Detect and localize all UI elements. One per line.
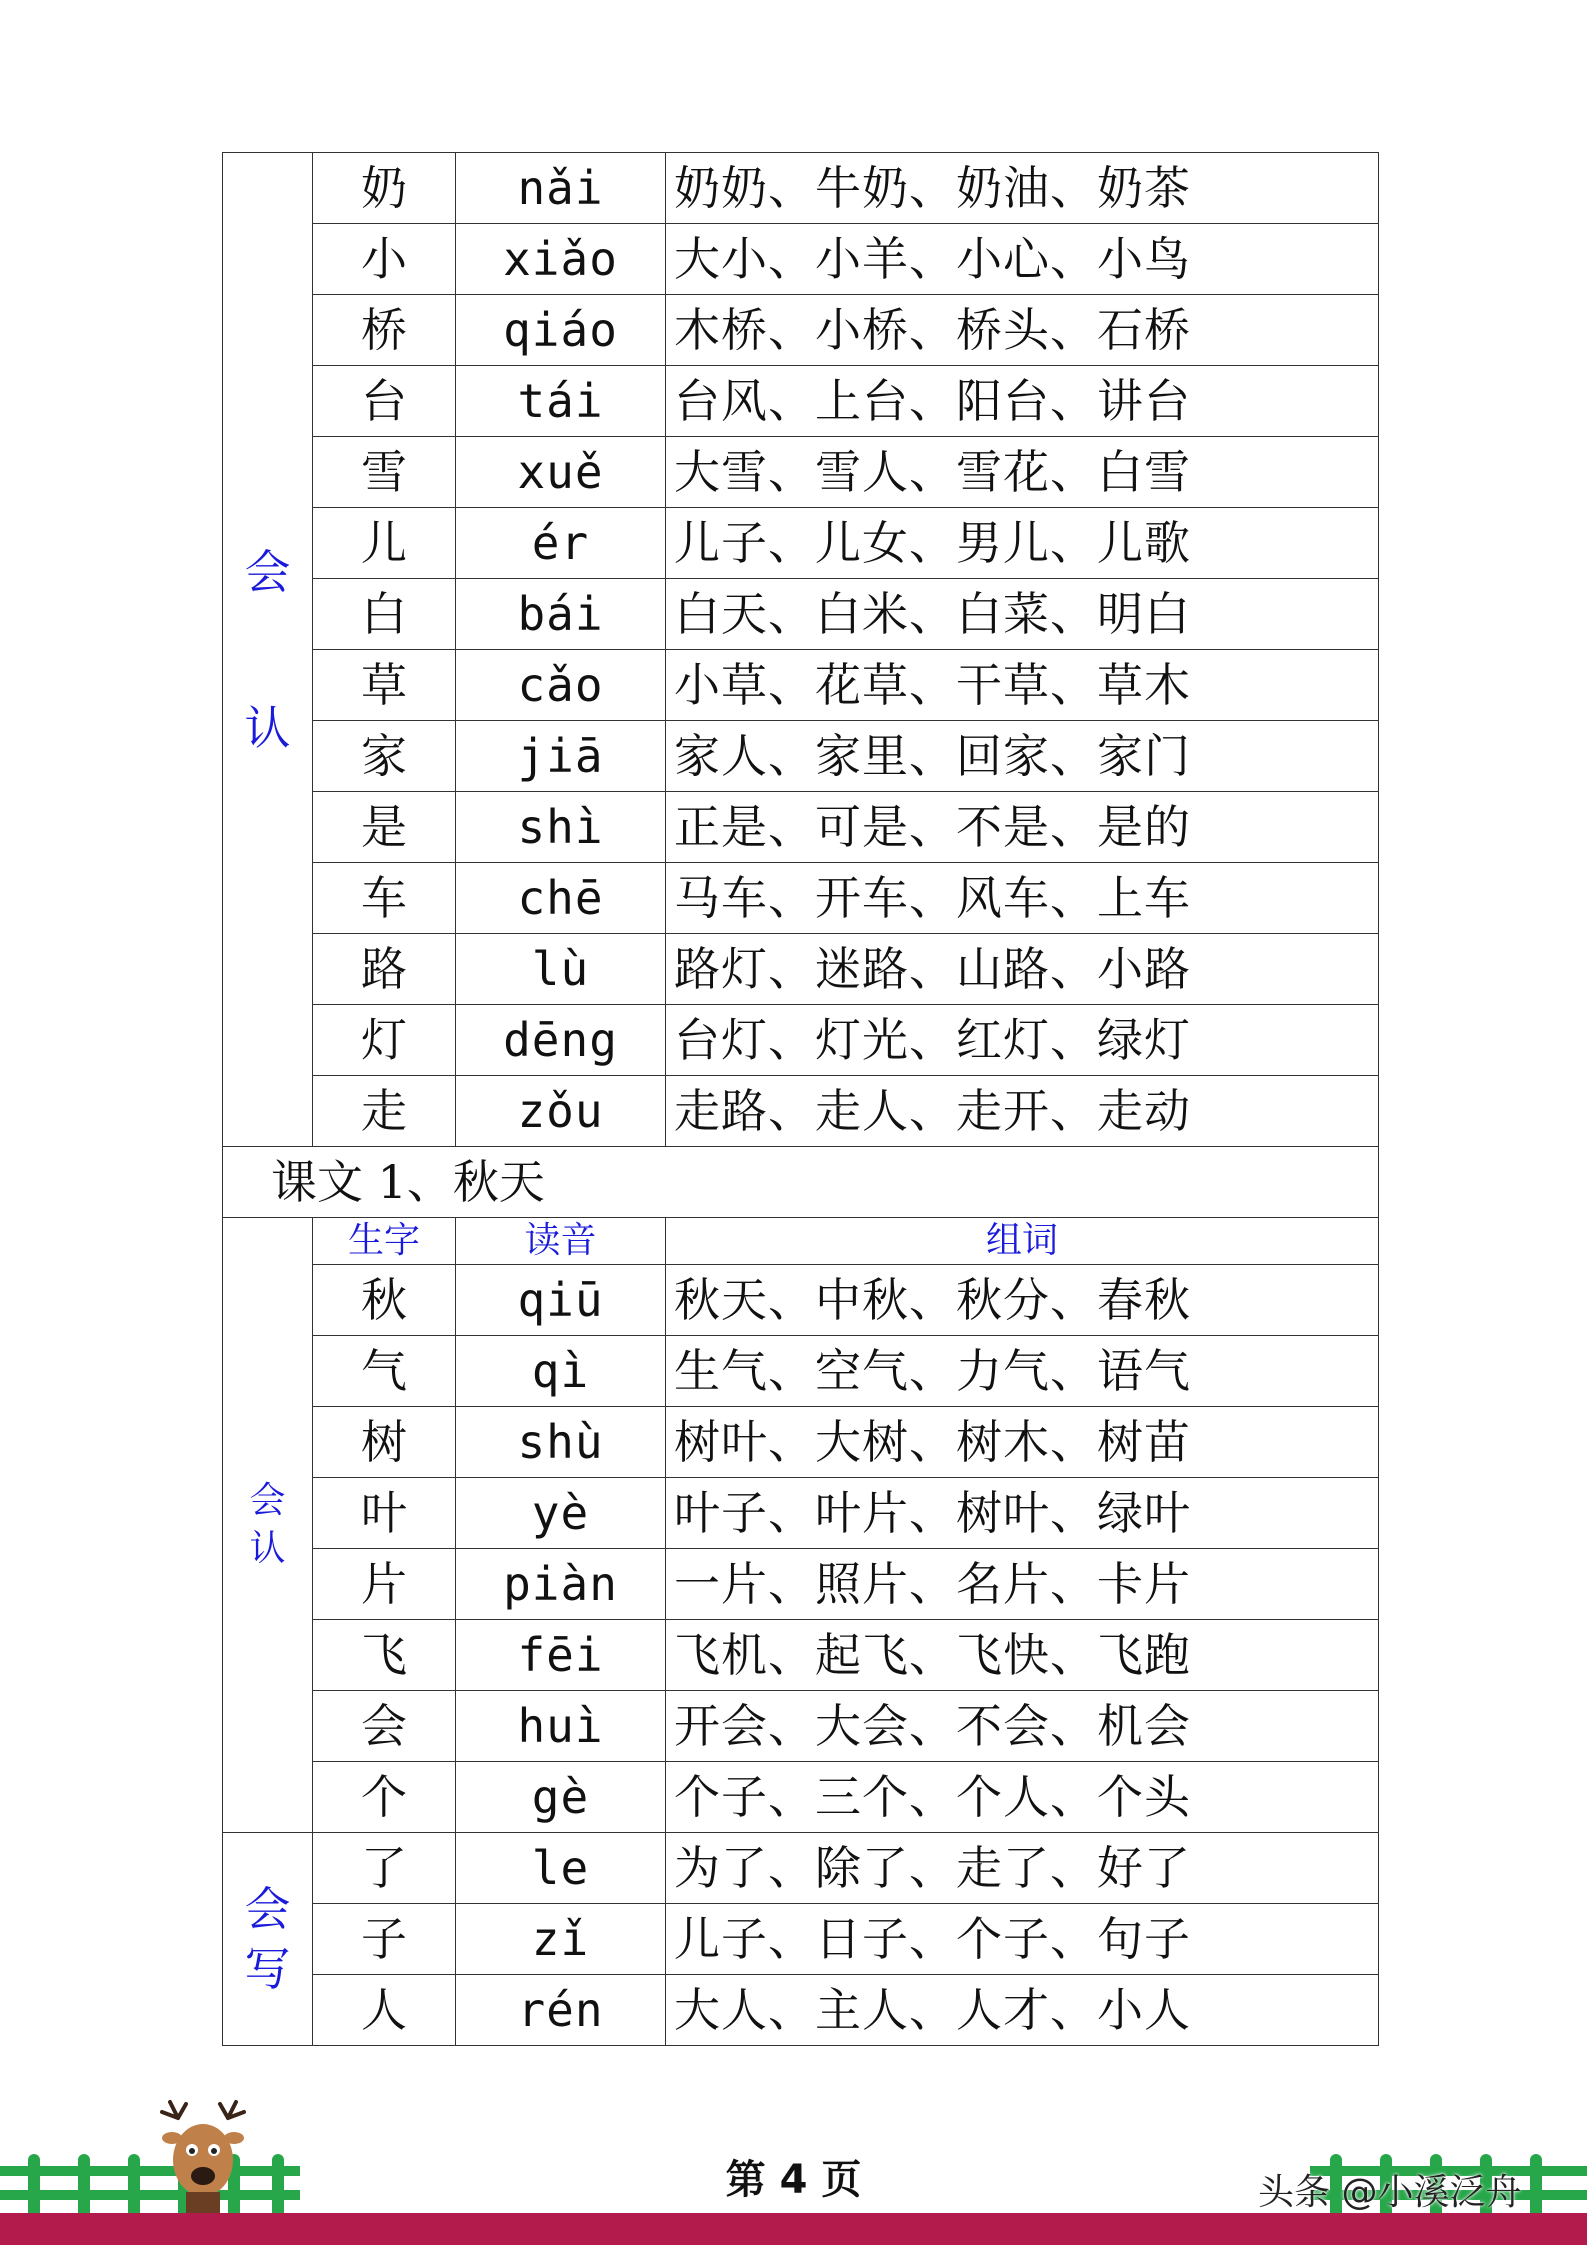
- words-cell: 树叶、大树、树木、树苗: [666, 1407, 1379, 1478]
- words-cell: 个子、三个、个人、个头: [666, 1762, 1379, 1833]
- words-cell: 木桥、小桥、桥头、石桥: [666, 295, 1379, 366]
- pinyin-cell: lù: [456, 934, 666, 1005]
- pinyin-cell: gè: [456, 1762, 666, 1833]
- char-cell: 车: [313, 863, 456, 934]
- table-row: [223, 721, 1379, 792]
- words-cell: 大小、小羊、小心、小鸟: [666, 224, 1379, 295]
- category-cell: [223, 1218, 313, 1833]
- char-cell: 奶: [313, 153, 456, 224]
- category-char: 写: [244, 1942, 291, 1996]
- table-row: [223, 1620, 1379, 1691]
- char-cell: 了: [313, 1833, 456, 1904]
- watermark: 头条 @小溪泛舟: [1258, 2172, 1522, 2213]
- header-row: [223, 1218, 1379, 1265]
- table-row: [223, 863, 1379, 934]
- pinyin-cell: qiū: [456, 1265, 666, 1336]
- words-cell: 白天、白米、白菜、明白: [666, 579, 1379, 650]
- char-cell: 走: [313, 1076, 456, 1147]
- table-row: [223, 1265, 1379, 1336]
- words-cell: 儿子、儿女、男儿、儿歌: [666, 508, 1379, 579]
- category-cell: [223, 1833, 313, 2046]
- char-cell: 家: [313, 721, 456, 792]
- char-cell: 路: [313, 934, 456, 1005]
- words-cell: 路灯、迷路、山路、小路: [666, 934, 1379, 1005]
- table-row: [223, 295, 1379, 366]
- pinyin-cell: dēng: [456, 1005, 666, 1076]
- char-cell: 草: [313, 650, 456, 721]
- words-cell: 台风、上台、阳台、讲台: [666, 366, 1379, 437]
- words-cell: 开会、大会、不会、机会: [666, 1691, 1379, 1762]
- table-row: [223, 1904, 1379, 1975]
- words-cell: 大雪、雪人、雪花、白雪: [666, 437, 1379, 508]
- pinyin-cell: fēi: [456, 1620, 666, 1691]
- char-cell: 叶: [313, 1478, 456, 1549]
- table-row: [223, 1407, 1379, 1478]
- table-row: [223, 650, 1379, 721]
- words-cell: 儿子、日子、个子、句子: [666, 1904, 1379, 1975]
- table-row: [223, 437, 1379, 508]
- words-cell: 大人、主人、人才、小人: [666, 1975, 1379, 2046]
- pinyin-cell: cǎo: [456, 650, 666, 721]
- char-cell: 是: [313, 792, 456, 863]
- words-cell: 台灯、灯光、红灯、绿灯: [666, 1005, 1379, 1076]
- words-cell: 叶子、叶片、树叶、绿叶: [666, 1478, 1379, 1549]
- table-row: [223, 1691, 1379, 1762]
- char-cell: 树: [313, 1407, 456, 1478]
- pinyin-cell: shù: [456, 1407, 666, 1478]
- char-cell: 儿: [313, 508, 456, 579]
- char-cell: 人: [313, 1975, 456, 2046]
- pinyin-cell: zǒu: [456, 1076, 666, 1147]
- char-cell: 桥: [313, 295, 456, 366]
- pinyin-cell: qì: [456, 1336, 666, 1407]
- pinyin-cell: xiǎo: [456, 224, 666, 295]
- pinyin-cell: tái: [456, 366, 666, 437]
- char-cell: 气: [313, 1336, 456, 1407]
- table-row: [223, 1336, 1379, 1407]
- pinyin-cell: rén: [456, 1975, 666, 2046]
- table-row: [223, 934, 1379, 1005]
- table-row: [223, 153, 1379, 224]
- footer-bar: [0, 2213, 1587, 2245]
- pinyin-cell: bái: [456, 579, 666, 650]
- char-cell: 片: [313, 1549, 456, 1620]
- pinyin-cell: nǎi: [456, 153, 666, 224]
- words-cell: 马车、开车、风车、上车: [666, 863, 1379, 934]
- header-pinyin: 读音: [456, 1218, 666, 1265]
- char-cell: 个: [313, 1762, 456, 1833]
- vocab-table: [222, 152, 1379, 2046]
- pinyin-cell: le: [456, 1833, 666, 1904]
- char-cell: 小: [313, 224, 456, 295]
- words-cell: 飞机、起飞、飞快、飞跑: [666, 1620, 1379, 1691]
- words-cell: 一片、照片、名片、卡片: [666, 1549, 1379, 1620]
- category-char: 认: [249, 1528, 286, 1569]
- pinyin-cell: piàn: [456, 1549, 666, 1620]
- category-cell: [223, 153, 313, 1147]
- table-row: [223, 792, 1379, 863]
- page-number: 第 4 页: [725, 2157, 862, 2203]
- pinyin-cell: zǐ: [456, 1904, 666, 1975]
- table-row: [223, 508, 1379, 579]
- words-cell: 奶奶、牛奶、奶油、奶茶: [666, 153, 1379, 224]
- table-row: [223, 1833, 1379, 1904]
- header-words: 组词: [666, 1218, 1379, 1265]
- char-cell: 雪: [313, 437, 456, 508]
- table-row: [223, 366, 1379, 437]
- words-cell: 家人、家里、回家、家门: [666, 721, 1379, 792]
- pinyin-cell: ér: [456, 508, 666, 579]
- char-cell: 白: [313, 579, 456, 650]
- category-char: 认: [244, 700, 291, 755]
- category-char: 会: [244, 1882, 291, 1936]
- char-cell: 台: [313, 366, 456, 437]
- words-cell: 走路、走人、走开、走动: [666, 1076, 1379, 1147]
- pinyin-cell: chē: [456, 863, 666, 934]
- table-row: [223, 579, 1379, 650]
- category-char: 会: [244, 544, 291, 599]
- table-row: [223, 224, 1379, 295]
- words-cell: 正是、可是、不是、是的: [666, 792, 1379, 863]
- lesson-title-row: [223, 1147, 1379, 1218]
- table-row: [223, 1478, 1379, 1549]
- table-row: [223, 1076, 1379, 1147]
- char-cell: 会: [313, 1691, 456, 1762]
- header-char: 生字: [313, 1218, 456, 1265]
- pinyin-cell: shì: [456, 792, 666, 863]
- table-row: [223, 1005, 1379, 1076]
- category-char: 会: [249, 1480, 286, 1521]
- vocab-table-body: [223, 153, 1379, 2046]
- char-cell: 飞: [313, 1620, 456, 1691]
- words-cell: 为了、除了、走了、好了: [666, 1833, 1379, 1904]
- table-row: [223, 1762, 1379, 1833]
- char-cell: 子: [313, 1904, 456, 1975]
- pinyin-cell: qiáo: [456, 295, 666, 366]
- char-cell: 秋: [313, 1265, 456, 1336]
- table-row: [223, 1975, 1379, 2046]
- pinyin-cell: xuě: [456, 437, 666, 508]
- words-cell: 秋天、中秋、秋分、春秋: [666, 1265, 1379, 1336]
- words-cell: 生气、空气、力气、语气: [666, 1336, 1379, 1407]
- pinyin-cell: jiā: [456, 721, 666, 792]
- pinyin-cell: yè: [456, 1478, 666, 1549]
- char-cell: 灯: [313, 1005, 456, 1076]
- lesson-title: 课文 1、秋天: [223, 1147, 1379, 1218]
- pinyin-cell: huì: [456, 1691, 666, 1762]
- words-cell: 小草、花草、干草、草木: [666, 650, 1379, 721]
- table-row: [223, 1549, 1379, 1620]
